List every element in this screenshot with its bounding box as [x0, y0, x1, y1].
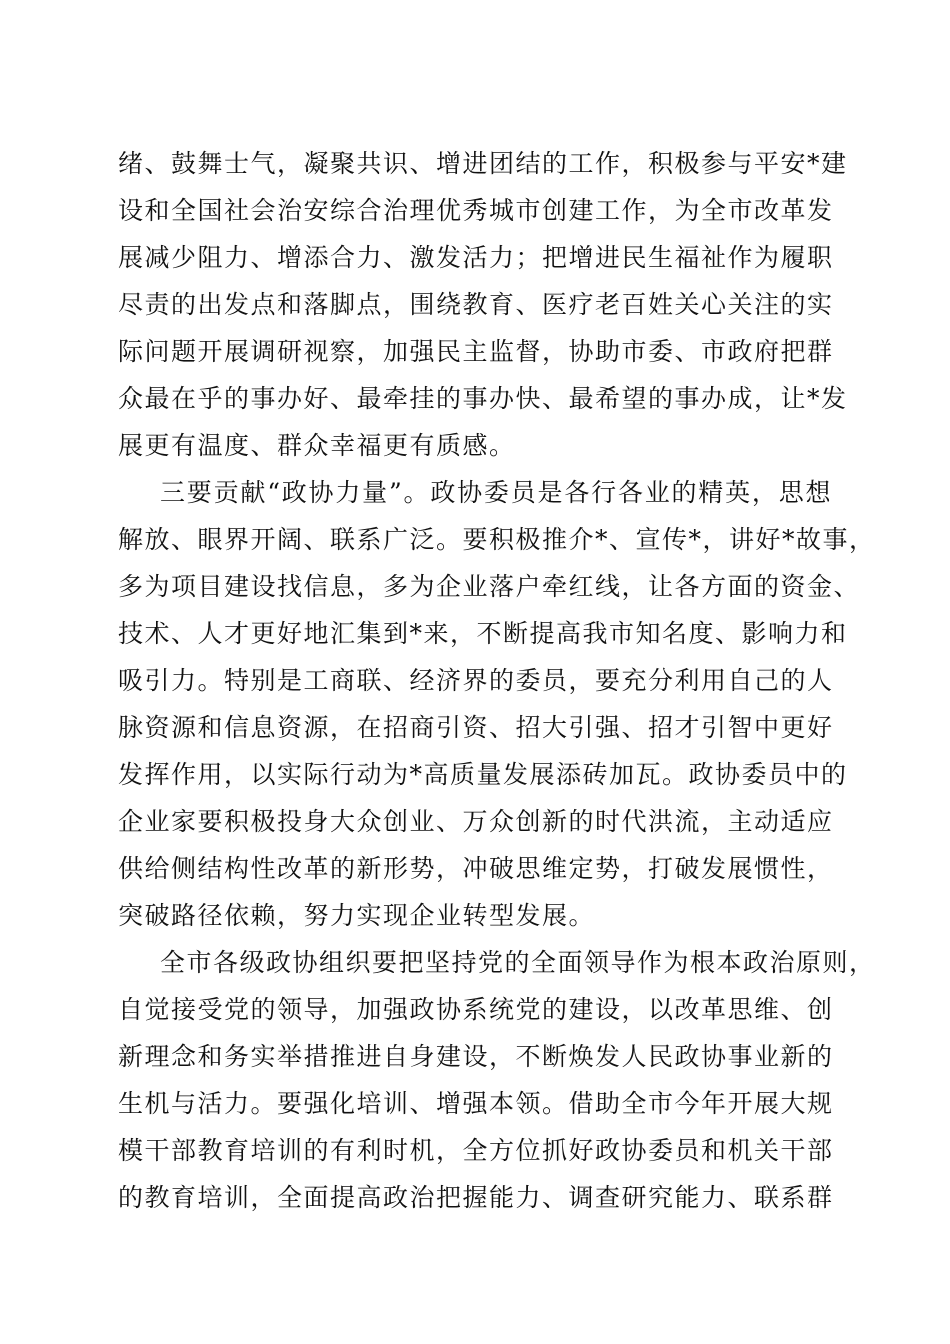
paragraph-line: 尽责的出发点和落脚点，围绕教育、医疗老百姓关心关注的实: [118, 290, 834, 319]
paragraph-line: 三要贡献“政协力量”。政协委员是各行各业的精英，思想: [160, 478, 832, 507]
paragraph-line: 际问题开展调研视察，加强民主监督，协助市委、市政府把群: [118, 337, 834, 366]
paragraph-line: 吸引力。特别是工商联、经济界的委员，要充分利用自己的人: [118, 666, 834, 695]
paragraph-line: 新理念和务实举措推进自身建设，不断焕发人民政协事业新的: [118, 1042, 834, 1071]
paragraph-1: [118, 140, 848, 469]
paragraph-line: 众最在乎的事办好、最牵挂的事办快、最希望的事办成，让*发: [118, 384, 848, 413]
paragraph-line: 绪、鼓舞士气，凝聚共识、增进团结的工作，积极参与平安*建: [118, 149, 848, 178]
paragraph-line: 展减少阻力、增添合力、激发活力；把增进民生福祉作为履职: [118, 243, 834, 272]
paragraph-line: 发挥作用，以实际行动为*高质量发展添砖加瓦。政协委员中的: [118, 760, 848, 789]
paragraph-line: 生机与活力。要强化培训、增强本领。借助全市今年开展大规: [118, 1089, 834, 1118]
paragraph-line: 的教育培训，全面提高政治把握能力、调查研究能力、联系群: [118, 1183, 834, 1212]
paragraph-line: 模干部教育培训的有利时机，全方位抓好政协委员和机关干部: [118, 1136, 834, 1165]
paragraph-line: 设和全国社会治安综合治理优秀城市创建工作，为全市改革发: [118, 196, 834, 225]
paragraph-line: 供给侧结构性改革的新形势，冲破思维定势，打破发展惯性，: [118, 854, 834, 883]
paragraph-line: 全市各级政协组织要把坚持党的全面领导作为根本政治原则，: [160, 948, 876, 977]
paragraph-line: 多为项目建设找信息，多为企业落户牵红线，让各方面的资金、: [118, 572, 861, 601]
paragraph-line: 技术、人才更好地汇集到*来，不断提高我市知名度、影响力和: [118, 619, 848, 648]
paragraph-line: 脉资源和信息资源，在招商引资、招大引强、招才引智中更好: [118, 713, 834, 742]
paragraph-line: 自觉接受党的领导，加强政协系统党的建设，以改革思维、创: [118, 995, 834, 1024]
paragraph-line: 解放、眼界开阔、联系广泛。要积极推介*、宣传*，讲好*故事，: [118, 525, 876, 554]
paragraph-2: [118, 469, 876, 939]
paragraph-line: 突破路径依赖，努力实现企业转型发展。: [118, 901, 596, 930]
paragraph-line: 企业家要积极投身大众创业、万众创新的时代洪流，主动适应: [118, 807, 834, 836]
document-body: [118, 140, 876, 1221]
paragraph-3: [118, 939, 876, 1221]
paragraph-line: 展更有温度、群众幸福更有质感。: [118, 431, 516, 460]
